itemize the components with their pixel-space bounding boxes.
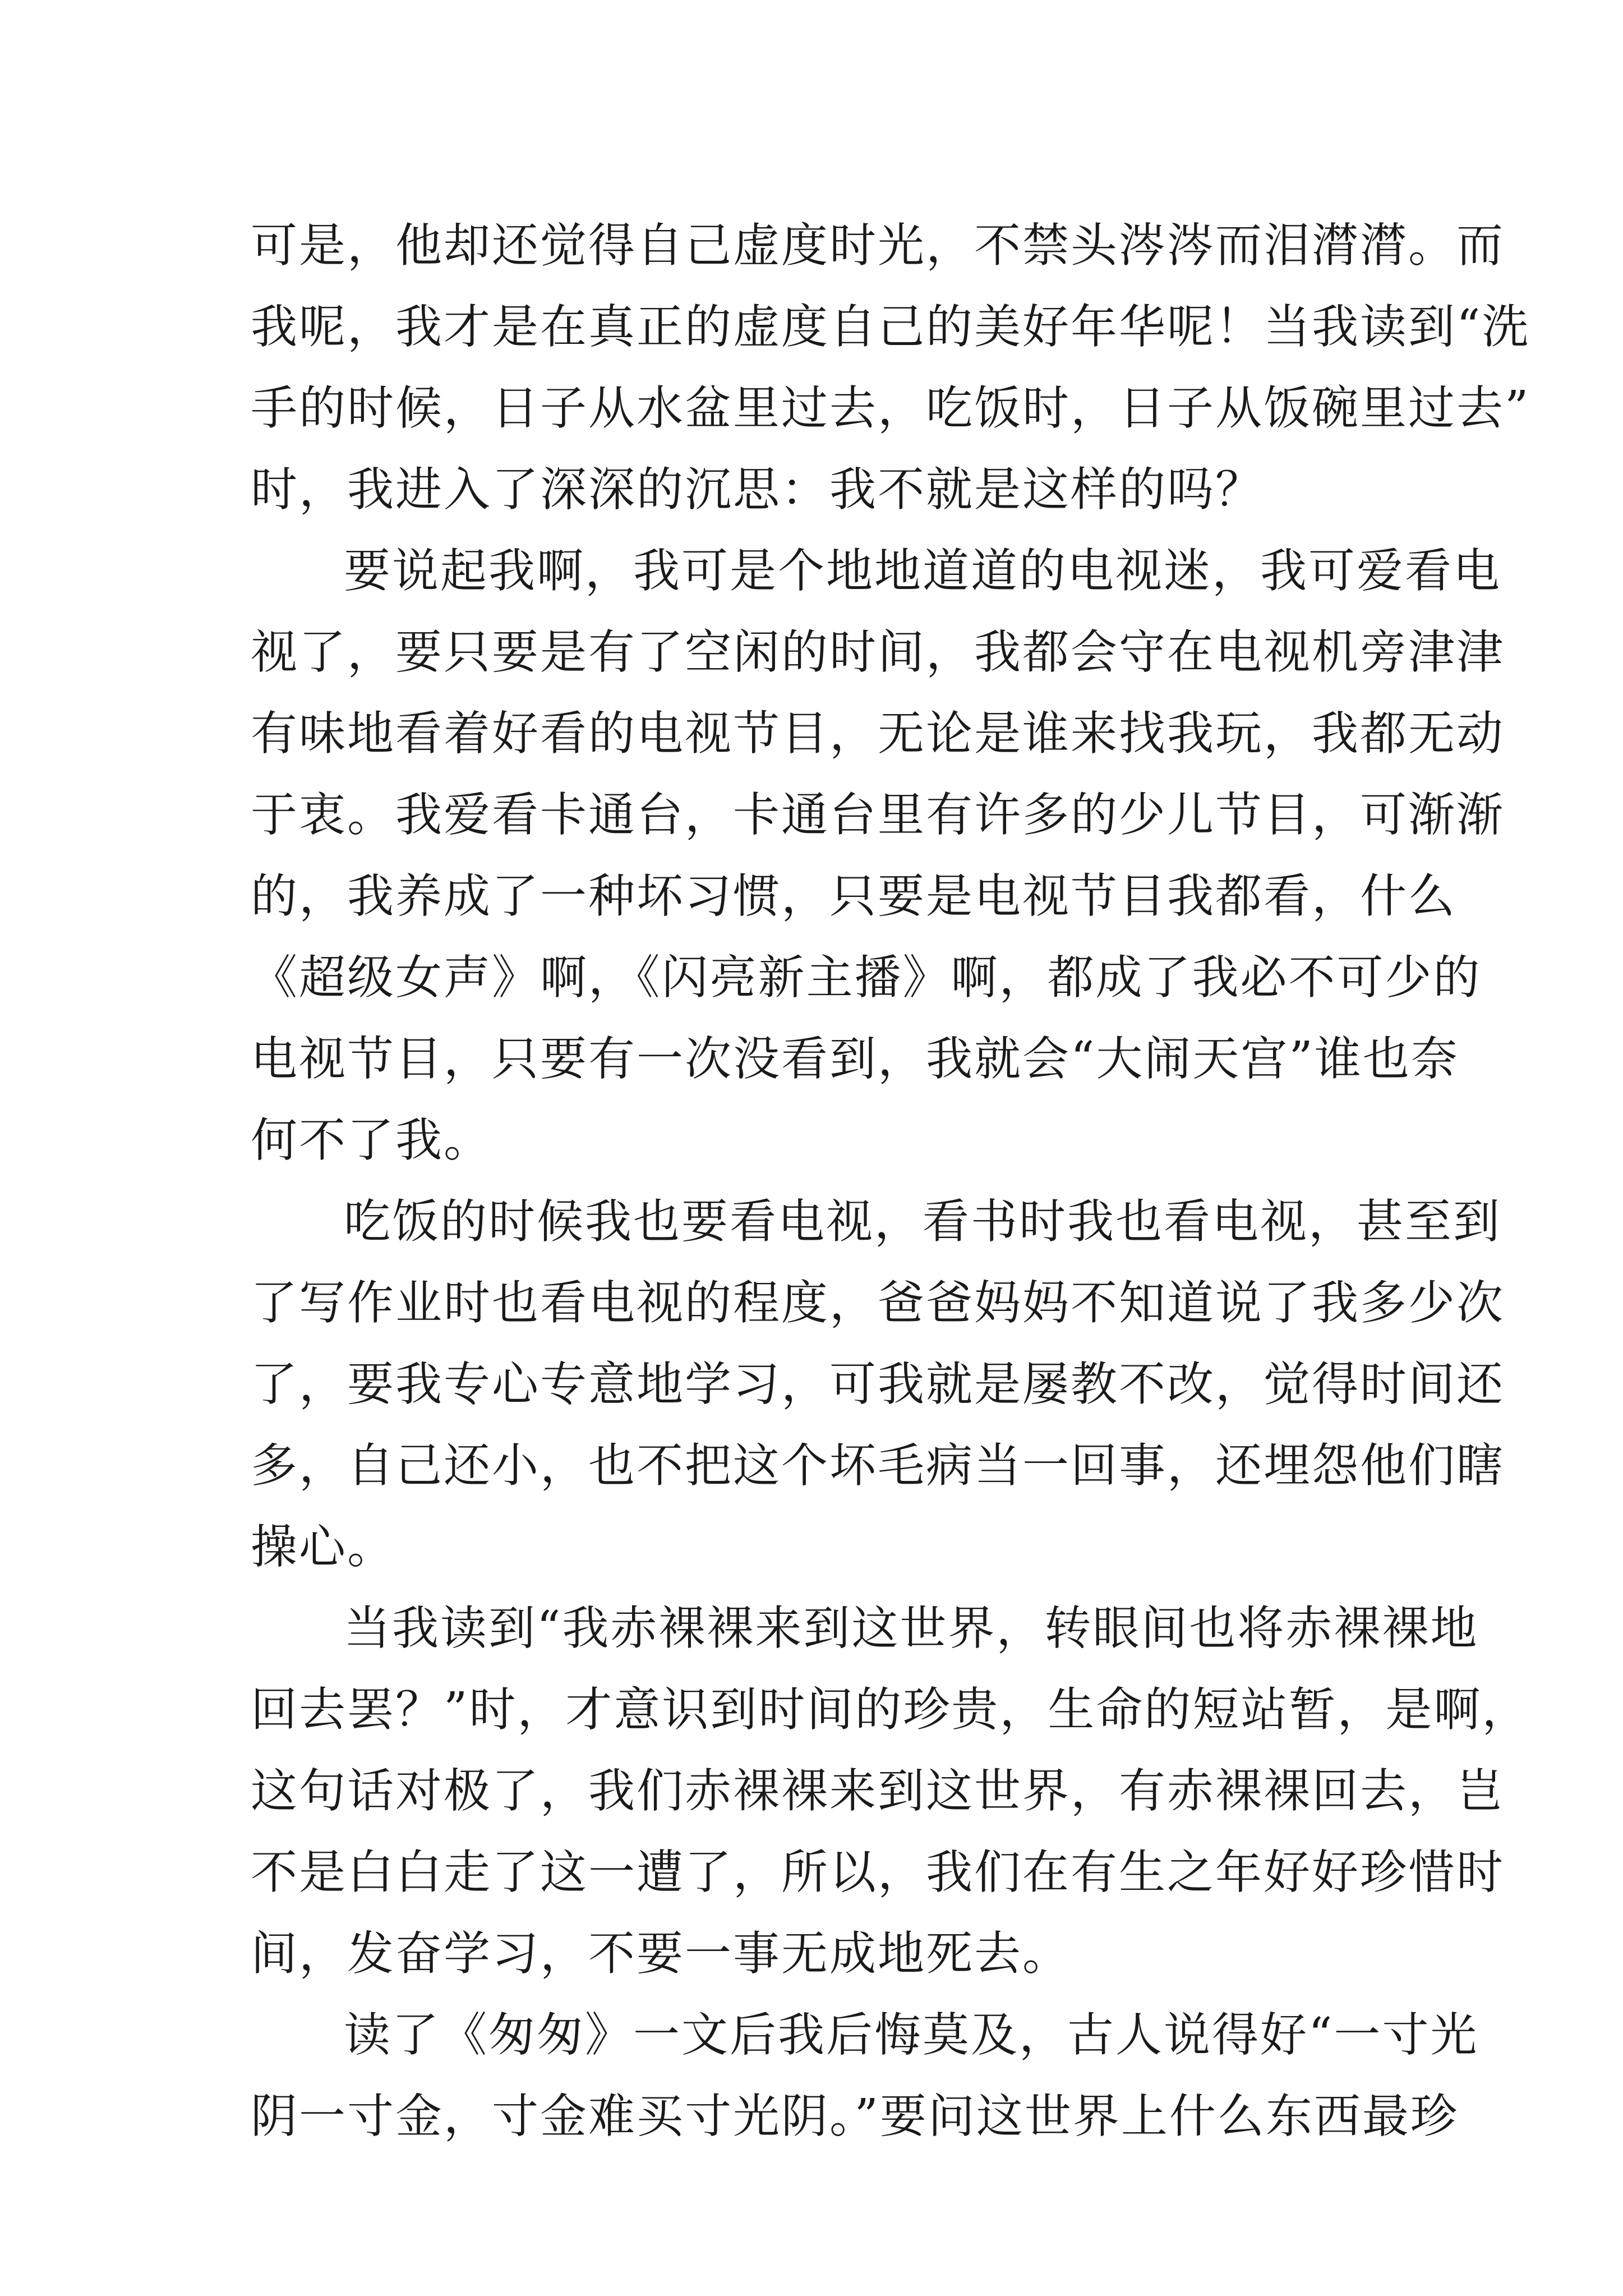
text-line: 要说起我啊，我可是个地地道道的电视迷，我可爱看电 [344, 544, 1501, 598]
text-line: 时，我进入了深深的沉思：我不就是这样的吗？ [251, 462, 1264, 517]
paragraph [251, 205, 1530, 530]
paragraph [251, 1181, 1505, 1588]
text-line: 了写作业时也看电视的程度，爸爸妈妈不知道说了我多少次 [251, 1276, 1505, 1330]
text-line: 《超级女声》啊，《闪亮新主播》啊，都成了我必不可少的 [251, 950, 1482, 1005]
paragraph [251, 1588, 1530, 1994]
text-line: 阴一寸金，寸金难买寸光阴。”要问这世界上什么东西最珍 [251, 2089, 1459, 2143]
text-line: 回去罢？”时，才意识到时间的珍贵，生命的短站暂，是啊， [251, 1682, 1530, 1737]
text-line: 这句话对极了，我们赤裸裸来到这世界，有赤裸裸回去，岂 [251, 1764, 1505, 1818]
text-line: 可是，他却还觉得自己虚度时光，不禁头涔涔而泪潸潸。而 [251, 218, 1505, 273]
text-line: 视了，要只要是有了空闲的时间，我都会守在电视机旁津津 [251, 625, 1505, 679]
text-line: 手的时候，日子从水盆里过去，吃饭时，日子从饭碗里过去” [251, 381, 1530, 435]
text-line: 我呢，我才是在真正的虚度自己的美好年华呢！当我读到“洗 [251, 300, 1530, 354]
text-line: 多，自己还小，也不把这个坏毛病当一回事，还埋怨他们瞎 [251, 1438, 1505, 1493]
paragraph [251, 530, 1505, 1181]
text-line: 有味地看着好看的电视节目，无论是谁来找我玩，我都无动 [251, 706, 1505, 761]
paragraph [251, 1994, 1479, 2157]
text-line: 的，我养成了一种坏习惯，只要是电视节目我都看，什么 [251, 869, 1456, 923]
text-line: 于衷。我爱看卡通台，卡通台里有许多的少儿节目，可渐渐 [251, 788, 1505, 842]
document-body [251, 205, 1530, 2157]
text-line: 当我读到“我赤裸裸来到这世界，转眼间也将赤裸裸地 [344, 1601, 1479, 1655]
text-line: 操心。 [251, 1520, 395, 1574]
text-line: 读了《匆匆》一文后我后悔莫及，古人说得好“一寸光 [344, 2008, 1479, 2062]
text-line: 不是白白走了这一遭了，所以，我们在有生之年好好珍惜时 [251, 1845, 1505, 1899]
text-line: 间，发奋学习，不要一事无成地死去。 [251, 1926, 1071, 1981]
text-line: 何不了我。 [251, 1113, 492, 1167]
text-line: 了，要我专心专意地学习，可我就是屡教不改，觉得时间还 [251, 1357, 1505, 1411]
text-line: 吃饭的时候我也要看电视，看书时我也看电视，甚至到 [344, 1194, 1501, 1249]
text-line: 电视节目，只要有一次没看到，我就会“大闹天宫”谁也奈 [251, 1032, 1459, 1086]
